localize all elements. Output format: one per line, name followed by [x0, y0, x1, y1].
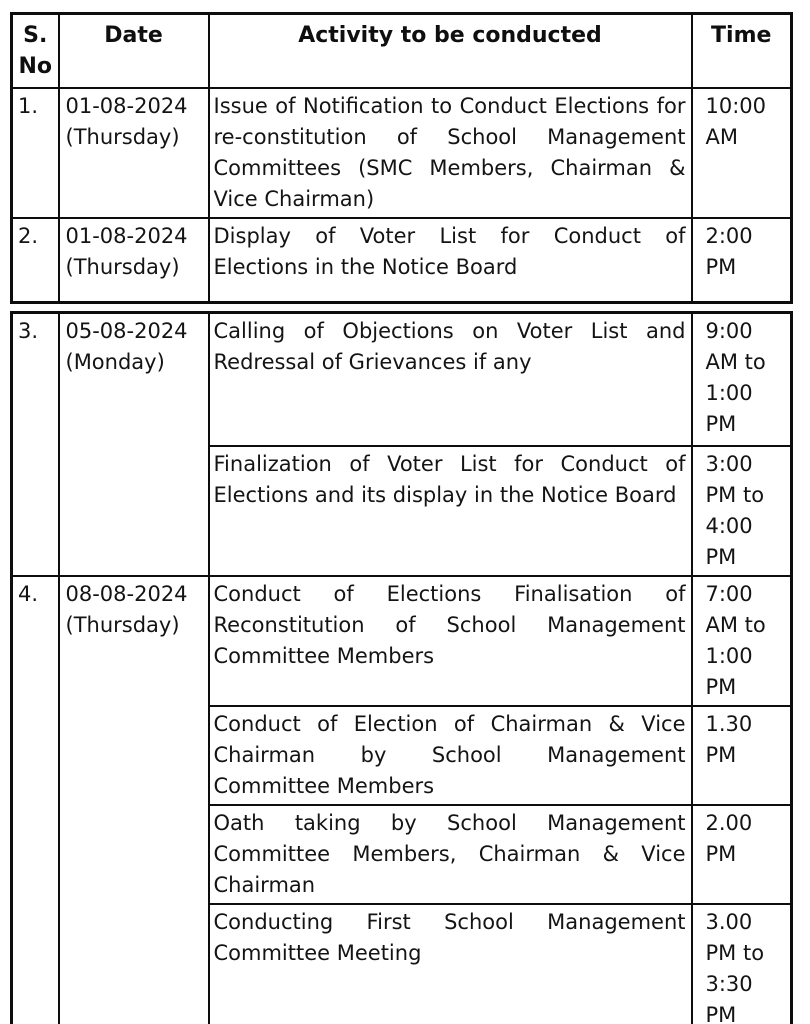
table-row-1 [12, 88, 792, 218]
row-4d-time: 3.00 PM to 3:30 PM [692, 904, 792, 1024]
row-4-sno: 4. [12, 576, 59, 1024]
row-4a-time: 7:00 AM to 1:00 PM [692, 576, 792, 706]
row-4-date: 08-08-2024 (Thursday) [59, 576, 209, 1024]
row-3a-activity: Calling of Objections on Voter List and Redressal of Grievances if any [209, 313, 692, 446]
row-2-sno: 2. [12, 218, 59, 303]
table-row-3a [12, 313, 792, 446]
row-2-activity: Display of Voter List for Conduct of Elections in the Notice Board [209, 218, 692, 303]
table-row-2 [12, 218, 792, 303]
header-time: Time [692, 14, 792, 88]
row-1-date: 01-08-2024 (Thursday) [59, 88, 209, 218]
table-header-row [12, 14, 792, 88]
row-1-sno: 1. [12, 88, 59, 218]
row-3-date: 05-08-2024 (Monday) [59, 313, 209, 576]
row-4b-time: 1.30 PM [692, 706, 792, 805]
row-4d-activity: Conducting First School Management Committee Meeting [209, 904, 692, 1024]
row-2-date: 01-08-2024 (Thursday) [59, 218, 209, 303]
row-4c-time: 2.00 PM [692, 805, 792, 904]
row-2-time: 2:00 PM [692, 218, 792, 303]
schedule-table-top [10, 12, 793, 304]
row-4a-activity: Conduct of Elections Finalisation of Reconstitution of School Management Committee Members [209, 576, 692, 706]
schedule-table-bottom [10, 311, 793, 1024]
row-4b-activity: Conduct of Election of Chairman & Vice Chairman by School Management Committee Members [209, 706, 692, 805]
row-3a-time: 9:00 AM to 1:00 PM [692, 313, 792, 446]
row-1-time: 10:00 AM [692, 88, 792, 218]
header-sno: S. No [12, 14, 59, 88]
row-3-sno: 3. [12, 313, 59, 576]
header-activity: Activity to be conducted [209, 14, 692, 88]
header-date: Date [59, 14, 209, 88]
row-3b-activity: Finalization of Voter List for Conduct of Elections and its display in the Notice Board [209, 446, 692, 576]
row-4c-activity: Oath taking by School Management Committee Members, Chairman & Vice Chairman [209, 805, 692, 904]
table-row-4a [12, 576, 792, 706]
row-1-activity: Issue of Notification to Conduct Elections for re-constitution of School Management Committees (SMC Members, Chairman & Vice Chairman) [209, 88, 692, 218]
row-3b-time: 3:00 PM to 4:00 PM [692, 446, 792, 576]
